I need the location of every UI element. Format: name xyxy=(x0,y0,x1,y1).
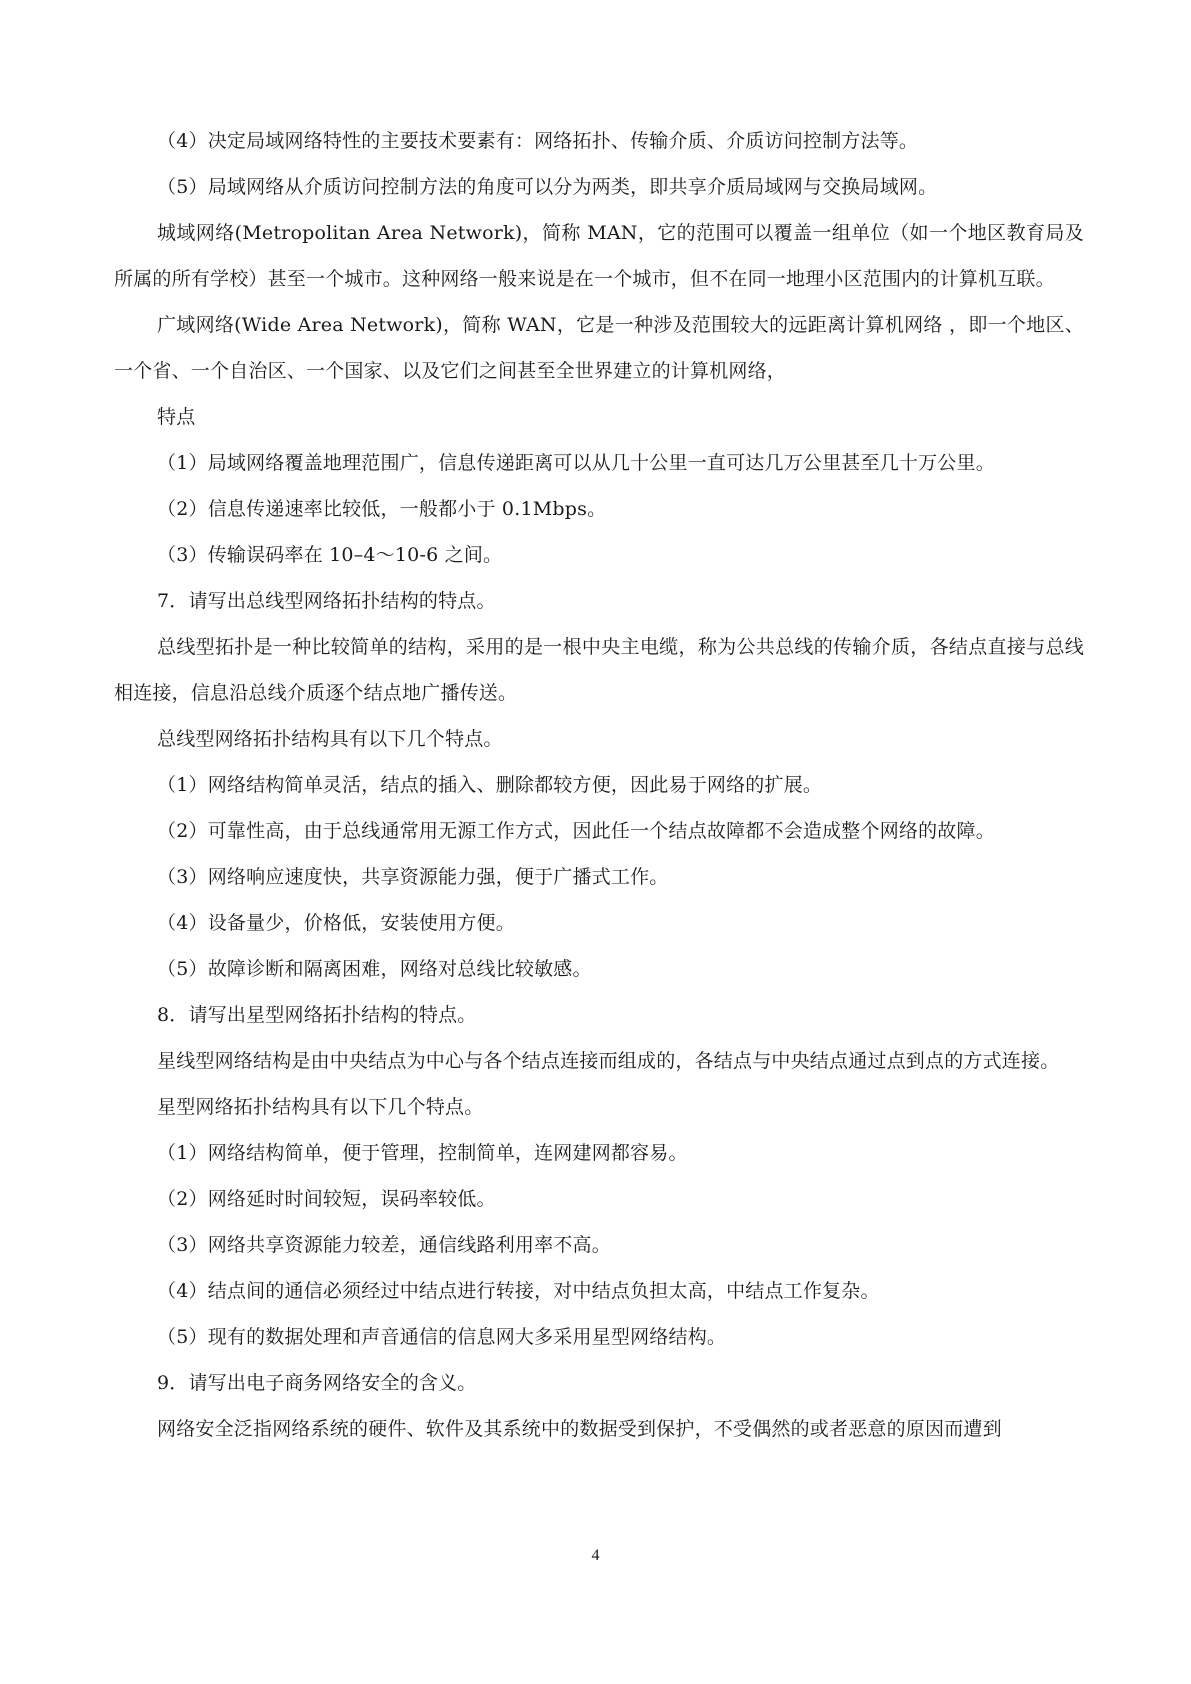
question-9-heading: 9．请写出电子商务网络安全的含义。 xyxy=(157,1372,477,1394)
list-item-star-3: （3）网络共享资源能力较差，通信线路利用率不高。 xyxy=(157,1234,611,1256)
list-item-bus-4: （4）设备量少，价格低，安装使用方便。 xyxy=(157,912,515,934)
list-item-lan-types: （5）局域网络从介质访问控制方法的角度可以分为两类，即共享介质局域网与交换局域网。 xyxy=(157,176,938,198)
paragraph-features-label: 特点 xyxy=(157,406,196,428)
paragraph-bus-topology: 总线型拓扑是一种比较简单的结构，采用的是一根中央主电缆，称为公共总线的传输介质，各结点直接与总线相连接，信息沿总线介质逐个结点地广播传送。 xyxy=(114,636,1084,704)
list-item-wan-error-rate: （3）传输误码率在 10–4～10-6 之间。 xyxy=(157,544,503,566)
paragraph-wan: 广域网络(Wide Area Network)，简称 WAN，它是一种涉及范围较大的远距离计算机网络 ，即一个地区、一个省、一个自治区、一个国家、以及它们之间甚至全世界建立的计算机网络， xyxy=(114,314,1084,382)
list-item-bus-3: （3）网络响应速度快，共享资源能力强，便于广播式工作。 xyxy=(157,866,669,888)
list-item-wan-rate: （2）信息传递速率比较低，一般都小于 0.1Mbps。 xyxy=(157,498,607,520)
question-7-heading: 7．请写出总线型网络拓扑结构的特点。 xyxy=(157,590,496,612)
paragraph-star-features-intro: 星型网络拓扑结构具有以下几个特点。 xyxy=(157,1096,484,1118)
paragraph-star-topology: 星线型网络结构是由中央结点为中心与各个结点连接而组成的，各结点与中央结点通过点到点的方式连接。 xyxy=(157,1050,1060,1072)
list-item-wan-range: （1）局域网络覆盖地理范围广，信息传递距离可以从几十公里一直可达几万公里甚至几十万公里。 xyxy=(157,452,995,474)
list-item-bus-2: （2）可靠性高，由于总线通常用无源工作方式，因此任一个结点故障都不会造成整个网络的故障。 xyxy=(157,820,995,842)
list-item-star-2: （2）网络延时时间较短，误码率较低。 xyxy=(157,1188,496,1210)
paragraph-man: 城域网络(Metropolitan Area Network)，简称 MAN，它的范围可以覆盖一组单位（如一个地区教育局及所属的所有学校）甚至一个城市。这种网络一般来说是在一个城市，但不在同一地理小区范围内的计算机互联。 xyxy=(114,222,1084,290)
list-item-bus-5: （5）故障诊断和隔离困难，网络对总线比较敏感。 xyxy=(157,958,592,980)
list-item-bus-1: （1）网络结构简单灵活，结点的插入、删除都较方便，因此易于网络的扩展。 xyxy=(157,774,823,796)
list-item-star-4: （4）结点间的通信必须经过中结点进行转接，对中结点负担太高，中结点工作复杂。 xyxy=(157,1280,880,1302)
page-number: 4 xyxy=(591,1547,600,1564)
paragraph-network-security: 网络安全泛指网络系统的硬件、软件及其系统中的数据受到保护，不受偶然的或者恶意的原因而遭到 xyxy=(157,1418,1002,1440)
page-body xyxy=(114,118,1084,1452)
question-8-heading: 8．请写出星型网络拓扑结构的特点。 xyxy=(157,1004,477,1026)
paragraph-bus-features-intro: 总线型网络拓扑结构具有以下几个特点。 xyxy=(157,728,503,750)
list-item-star-5: （5）现有的数据处理和声音通信的信息网大多采用星型网络结构。 xyxy=(157,1326,727,1348)
list-item-lan-factors: （4）决定局域网络特性的主要技术要素有：网络拓扑、传输介质、介质访问控制方法等。 xyxy=(157,130,919,152)
list-item-star-1: （1）网络结构简单，便于管理，控制简单，连网建网都容易。 xyxy=(157,1142,688,1164)
